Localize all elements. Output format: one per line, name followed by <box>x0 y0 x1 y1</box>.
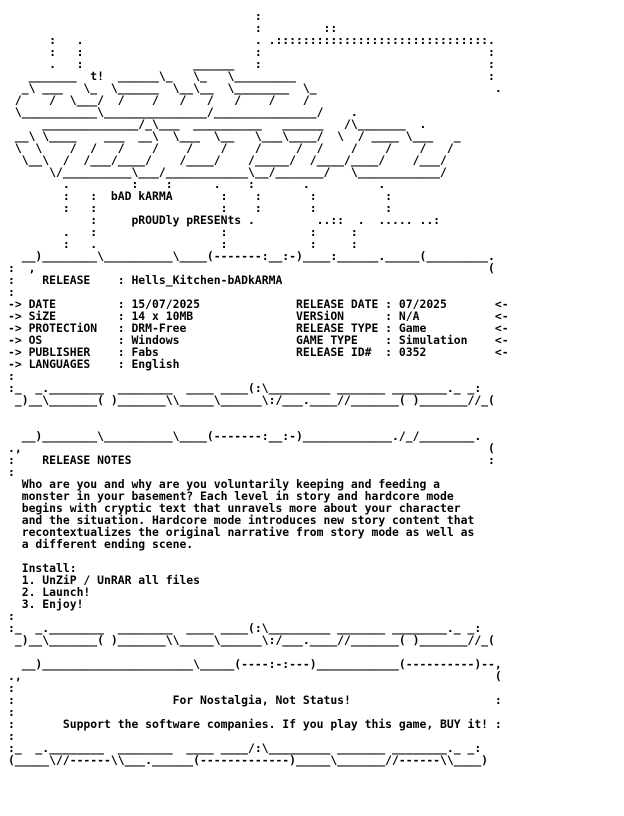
nfo-line: 3. Enjoy! <box>8 597 84 611</box>
nfo-line: Who are you and why are you voluntarily keeping and feeding a <box>8 477 441 491</box>
nfo-text <box>8 10 509 814</box>
nfo-line: : For Nostalgia, Not Status! : <box>8 693 502 707</box>
nfo-line: \ \ / / / / / / / / / / / / / <box>8 141 454 155</box>
nfo-line: -> OS : Windows GAME TYPE : Simulation <- <box>8 333 509 347</box>
nfo-line <box>8 790 509 802</box>
nfo-line: : <box>8 465 15 479</box>
nfo-line: : <box>8 369 15 383</box>
nfo-line: :_ _.________ ________ ____ ____(:\_________ _______ ________._ _: <box>8 621 482 635</box>
nfo-line: 1. UnZiP / UnRAR all files <box>8 573 201 587</box>
nfo-line: : <box>8 285 15 299</box>
nfo-line: . : : . : . . <box>8 177 386 191</box>
nfo-line: :_ _.________ ________ ____ ____/:\_________ _______ ________._ _: <box>8 741 482 755</box>
nfo-line: monster in your basement? Each level in story and hardcore mode <box>8 489 454 503</box>
nfo-line: _\ ___ \_ \______ \__\__ \________ \_ . <box>8 81 502 95</box>
nfo-line: -> PROTECTiON : DRM-Free RELEASE TYPE : Game <- <box>8 321 509 335</box>
nfo-line: . : : : : <box>8 225 358 239</box>
nfo-line: : : bAD kARMA : : : : <box>8 189 393 203</box>
nfo-line: __)________\__________\____(-------:__:-)____:______._____(_________. <box>8 249 495 263</box>
nfo-line: : <box>8 705 15 719</box>
nfo-line: \/__________\___/____________\__/_______/ \____________/ <box>8 165 447 179</box>
nfo-line: _)__\_______( )_______\\_____\______\:/___.____//_______( )_______//_( <box>8 633 495 647</box>
nfo-line: : , ( <box>8 261 495 275</box>
nfo-line: : : : : : : <box>8 201 393 215</box>
nfo-line: ______________/_\___ __________ ______ /\_______ . <box>8 117 427 131</box>
nfo-line <box>8 778 509 790</box>
nfo-line: : : : : <box>8 45 495 59</box>
nfo-line: a different ending scene. <box>8 537 194 551</box>
nfo-line <box>8 802 509 814</box>
nfo-line: -> PUBLISHER : Fabs RELEASE ID# : 0352 <- <box>8 345 509 359</box>
nfo-line: :_ _.________ ________ ____ ____(:\_________ _______ ________._ _: <box>8 381 482 395</box>
nfo-line: : RELEASE NOTES : <box>8 453 495 467</box>
nfo-line: : <box>8 729 15 743</box>
nfo-line: ., ( <box>8 669 502 683</box>
nfo-line: ., ( <box>8 441 495 455</box>
nfo-line <box>8 766 509 778</box>
nfo-line: \___________\_______________/_______________/ . <box>8 105 358 119</box>
nfo-line: _______ t! ______\_ \_ \_________ : <box>8 69 495 83</box>
nfo-line <box>8 550 509 562</box>
nfo-line: -> SiZE : 14 x 10MB VERSiON : N/A <- <box>8 309 509 323</box>
nfo-line: / / \___/ / / / / / / / <box>8 93 310 107</box>
nfo-line: . : ______ : : <box>8 57 495 71</box>
nfo-line: -> DATE : 15/07/2025 RELEASE DATE : 07/2025 <- <box>8 297 509 311</box>
nfo-line: __)________\__________\____(-------:__:-)_____________./_/________. <box>8 429 482 443</box>
nfo-line: -> LANGUAGES : English <box>8 357 180 371</box>
nfo-line: (_____\//------\\___.______(-------------)_____\_______//------\\____) <box>8 753 489 767</box>
nfo-line: recontextualizes the original narrative from story mode as well as <box>8 525 475 539</box>
nfo-line: __\ \____ ___ __\ \___ \__ \___\____/ \ / ____ \___ _ <box>8 129 461 143</box>
nfo-line: : pROUDly pRESENts . ..:: . ..... ..: <box>8 213 441 227</box>
nfo-line: begins with cryptic text that unravels more about your character <box>8 501 461 515</box>
nfo-line: : :: <box>8 21 338 35</box>
nfo-line: : RELEASE : Hells_Kitchen-bADkARMA <box>8 273 283 287</box>
nfo-line: _)__\_______( )_______\\_____\______\:/___.____//_______( )_______//_( <box>8 393 495 407</box>
nfo-line: : <box>8 609 15 623</box>
nfo-line: Install: <box>8 561 77 575</box>
nfo-line: 2. Launch! <box>8 585 91 599</box>
nfo-line: : . : : : <box>8 237 358 251</box>
nfo-line <box>8 406 509 418</box>
nfo-line: : <box>8 681 15 695</box>
nfo-line: __)______________________\_____(----:-:---)____________(----------)--, <box>8 657 502 671</box>
nfo-line: : Support the software companies. If you play this game, BUY it! : <box>8 717 502 731</box>
nfo-line: : . . .:::::::::::::::::::::::::::::::. <box>8 33 495 47</box>
nfo-line: and the situation. Hardcore mode introduces new story content that <box>8 513 475 527</box>
nfo-line: : <box>8 9 262 23</box>
nfo-line: \__\ / /___/____/ /____/ /_____/ /____/____/ /___/ <box>8 153 447 167</box>
